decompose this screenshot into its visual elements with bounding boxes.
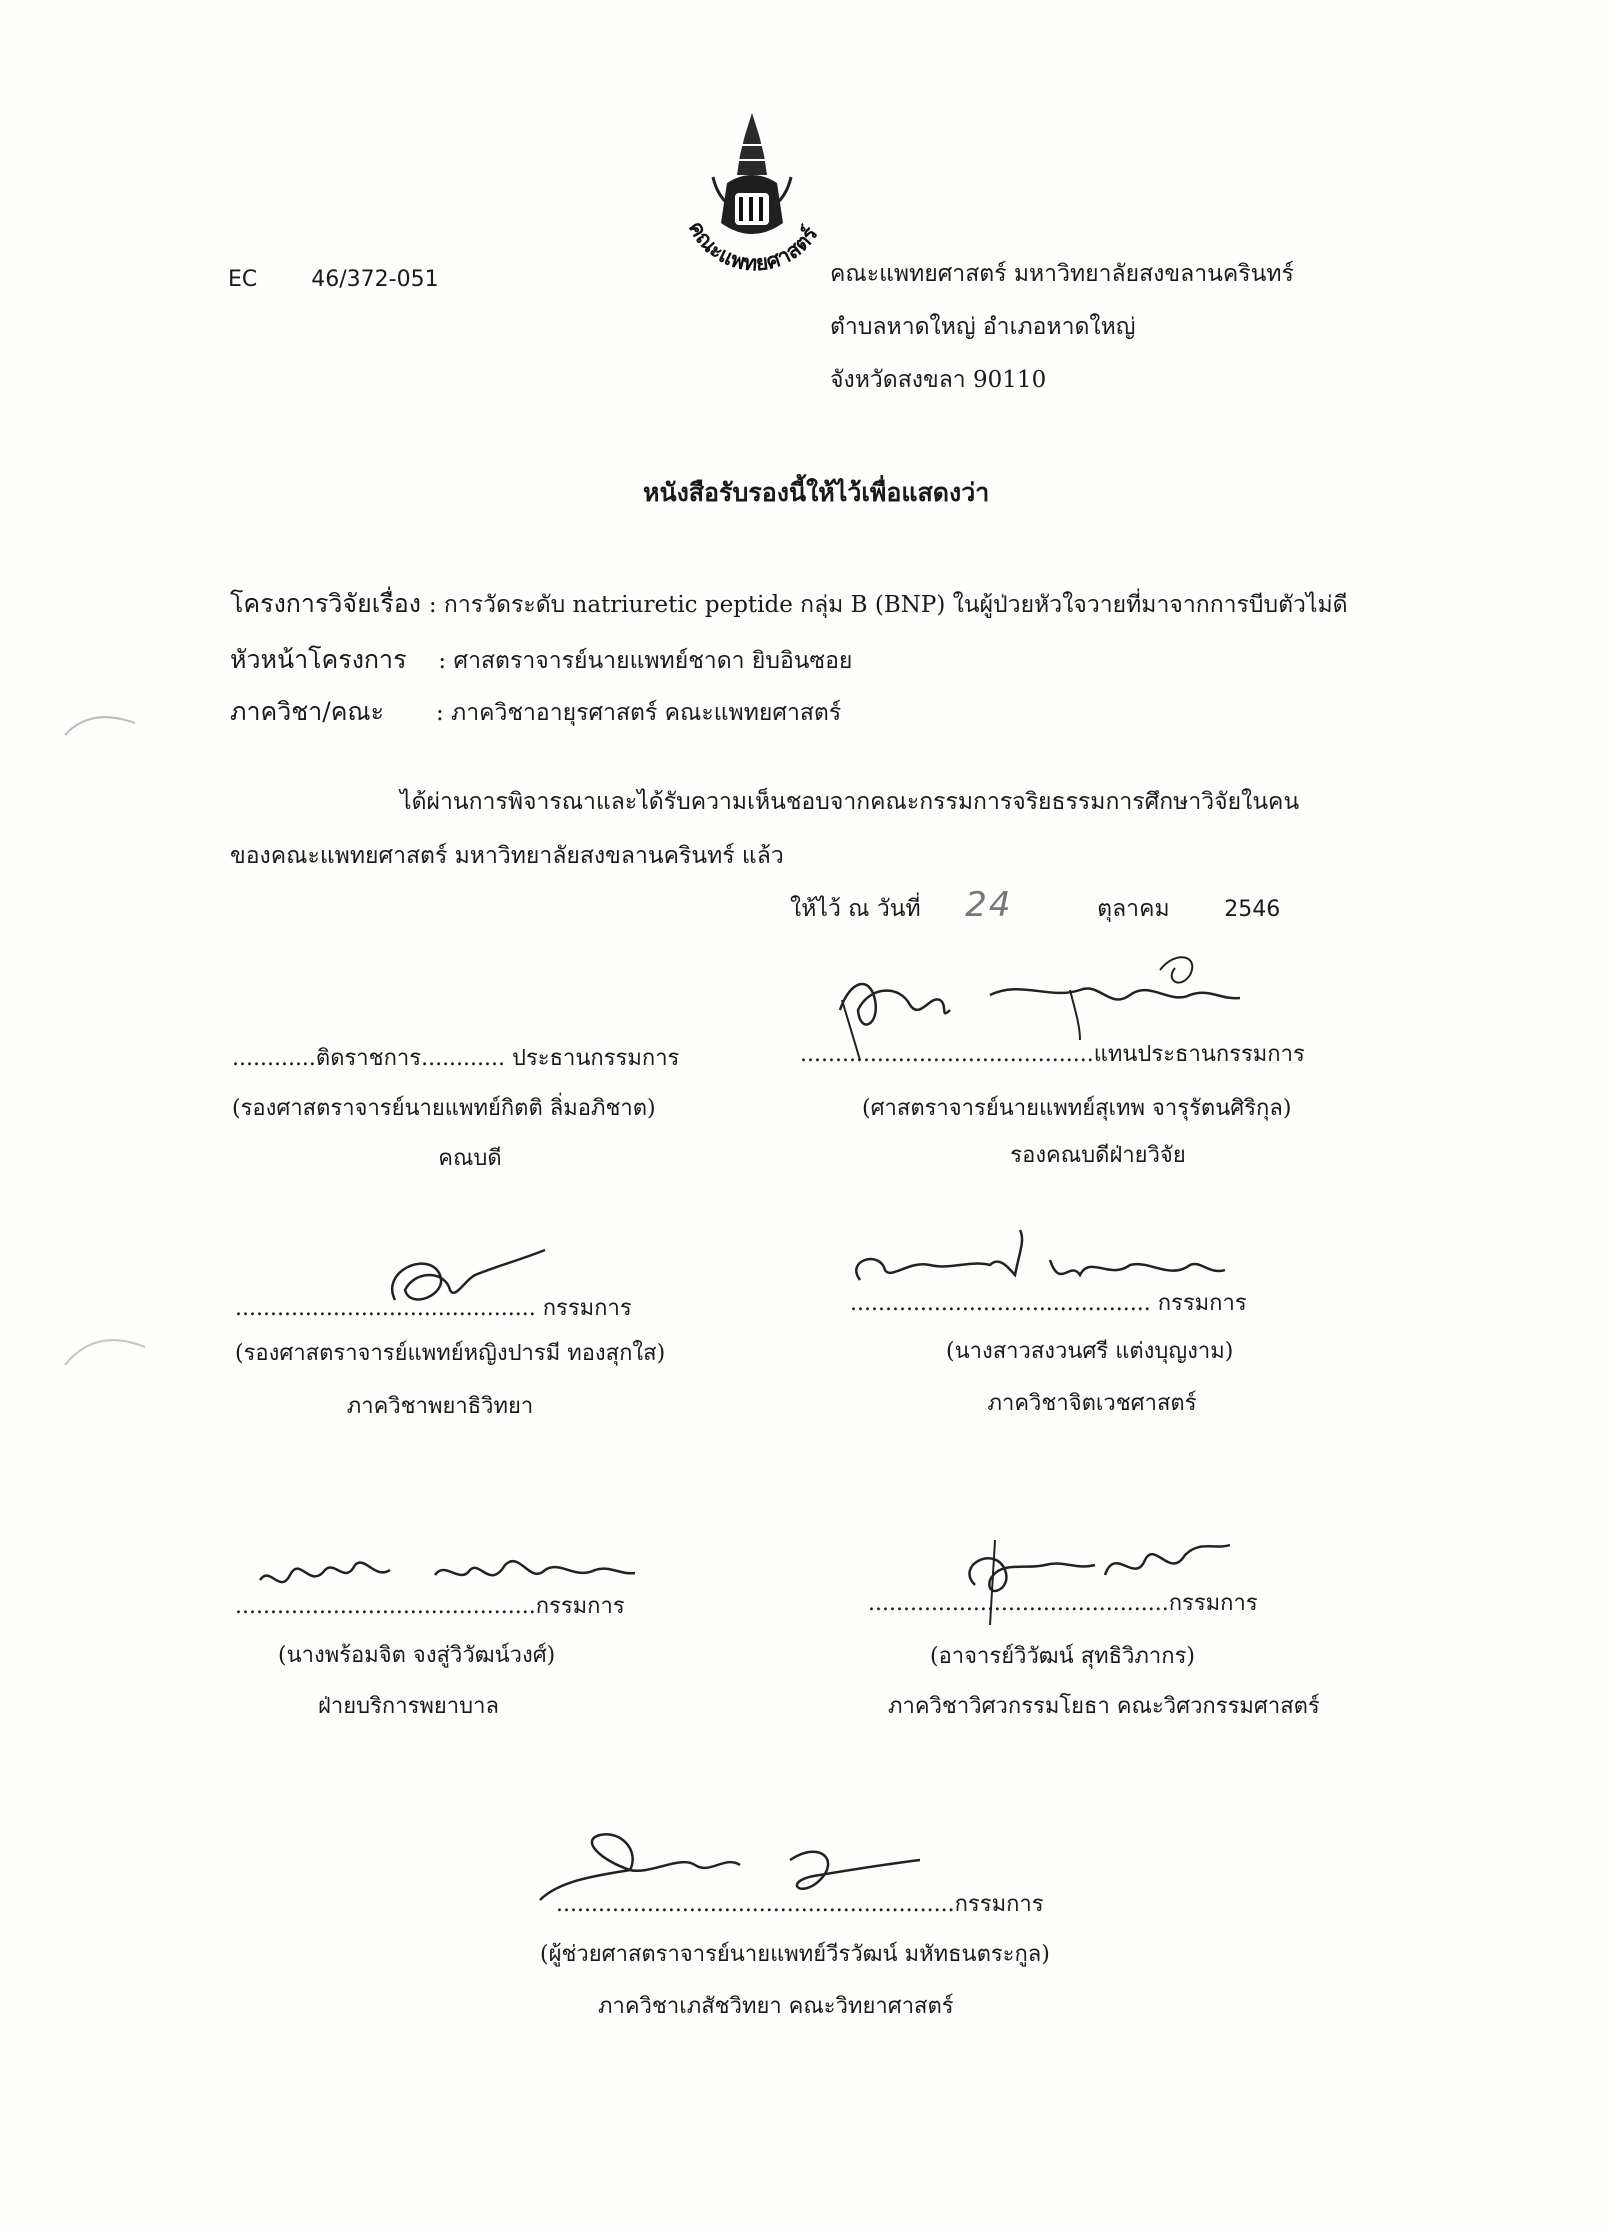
signatory-7-name: (ผู้ช่วยศาสตราจารย์นายแพทย์วีรวัฒน์ มหัทธนตระกูล) — [540, 1942, 1050, 1967]
project-dept-value: : ภาควิชาอายุรศาสตร์ คณะแพทยศาสตร์ — [435, 700, 842, 726]
certificate-heading: หนังสือรับรองนี้ให้ไว้เพื่อแสดงว่า — [643, 478, 990, 507]
signatory-3-line: ........................................... กรรมการ — [235, 1296, 632, 1321]
signatory-5-name: (นางพร้อมจิต จงสู่วิวัฒน์วงศ์) — [278, 1643, 556, 1668]
signatory-6-name: (อาจารย์วิวัฒน์ สุทธิวิภากร) — [930, 1644, 1195, 1669]
body-line-1: ได้ผ่านการพิจารณาและได้รับความเห็นชอบจากคณะกรรมการจริยธรรมการศึกษาวิจัยในคน — [400, 789, 1300, 815]
date-prefix: ให้ไว้ ณ วันที่ — [790, 896, 921, 922]
project-lead-label: หัวหน้าโครงการ — [230, 645, 407, 674]
project-title-value: : การวัดระดับ natriuretic peptide กลุ่ม B (BNP) ในผู้ป่วยหัวใจวายที่มาจากการบีบตัวไม่ดี — [428, 592, 1348, 618]
signatory-6-position: ภาควิชาวิศวกรรมโยธา คณะวิศวกรรมศาสตร์ — [888, 1694, 1320, 1719]
address-line-2: ตำบลหาดใหญ่ อำเภอหาดใหญ่ — [830, 314, 1136, 340]
body-line-2: ของคณะแพทยศาสตร์ มหาวิทยาลัยสงขลานครินทร์ แล้ว — [230, 843, 784, 869]
project-title-row — [230, 584, 1348, 624]
svg-text:คณะแพทยศาสตร์ — [684, 217, 823, 276]
project-lead-row — [230, 640, 852, 680]
project-title-label: โครงการวิจัยเรื่อง — [230, 589, 421, 618]
signatory-2-position: รองคณบดีฝ่ายวิจัย — [1010, 1143, 1186, 1168]
signatory-1-name: (รองศาสตราจารย์นายแพทย์กิตติ ลิ่มอภิชาต) — [232, 1096, 656, 1121]
date-day: 24 — [965, 885, 1013, 925]
address-line-3: จังหวัดสงขลา 90110 — [830, 367, 1047, 393]
signatory-4-name: (นางสาวสงวนศรี แต่งบุญงาม) — [946, 1339, 1234, 1364]
reference-code: 46/372-051 — [311, 267, 439, 292]
date-line — [790, 885, 1280, 927]
signatory-7-position: ภาควิชาเภสัชวิทยา คณะวิทยาศาสตร์ — [598, 1994, 954, 2019]
address-line-1: คณะแพทยศาสตร์ มหาวิทยาลัยสงขลานครินทร์ — [830, 261, 1294, 287]
date-month: ตุลาคม — [1097, 896, 1170, 922]
signatory-1-line: ............ติดราชการ............ ประธานกรรมการ — [232, 1046, 680, 1071]
signatory-2-line: ..........................................แทนประธานกรรมการ — [800, 1042, 1305, 1067]
signatory-3-name: (รองศาสตราจารย์แพทย์หญิงปารมี ทองสุกใส) — [235, 1341, 666, 1366]
signatory-4-position: ภาควิชาจิตเวชศาสตร์ — [987, 1391, 1197, 1416]
reference-prefix: EC — [228, 267, 258, 292]
signatory-4-line: ........................................... กรรมการ — [850, 1291, 1247, 1316]
project-dept-row — [230, 692, 841, 732]
punch-hole-mark — [60, 705, 140, 749]
signatory-2-name: (ศาสตราจารย์นายแพทย์สุเทพ จารุรัตนศิริกุล) — [862, 1096, 1292, 1121]
logo-arc-text: คณะแพทยศาสตร์ — [683, 216, 823, 276]
signatory-7-line: .........................................................กรรมการ — [556, 1892, 1044, 1917]
signatory-5-position: ฝ่ายบริการพยาบาล — [318, 1694, 499, 1719]
reference-number — [228, 267, 439, 292]
signatory-5-line: ...........................................กรรมการ — [235, 1594, 625, 1619]
project-dept-label: ภาควิชา/คณะ — [230, 697, 385, 726]
signatory-1-position: คณบดี — [438, 1146, 502, 1171]
date-year: 2546 — [1224, 897, 1281, 922]
punch-hole-mark — [60, 1325, 150, 1379]
signatory-6-line: ...........................................กรรมการ — [868, 1591, 1258, 1616]
project-lead-value: : ศาสตราจารย์นายแพทย์ชาดา ยิบอินซอย — [438, 648, 853, 674]
signatory-3-position: ภาควิชาพยาธิวิทยา — [346, 1394, 534, 1419]
faculty-logo — [665, 105, 840, 280]
